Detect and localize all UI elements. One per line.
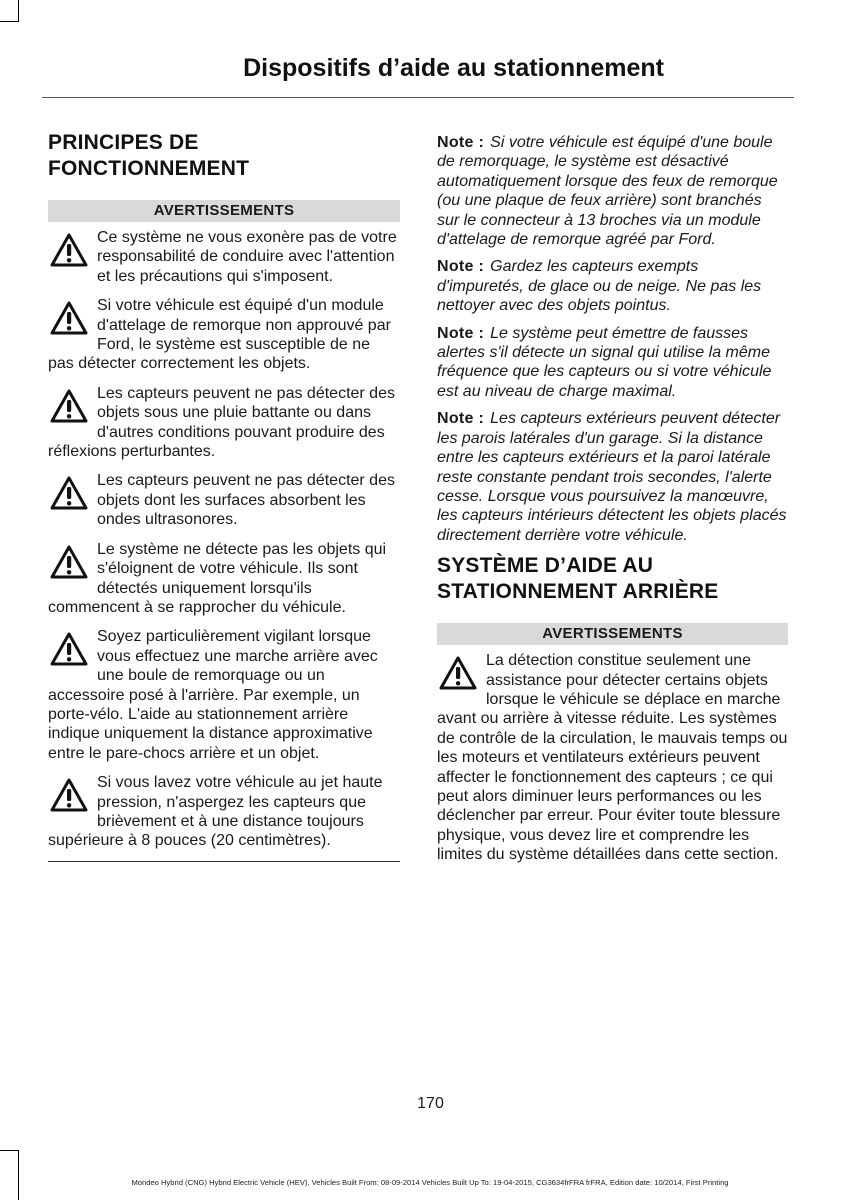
note-paragraph: Note : Le système peut émettre de fausses alertes s'il détecte un signal qui utilise la même fréquence que les capteurs ou si votre véhicule est au niveau de charge maximal.	[437, 324, 772, 400]
note-label: Note :	[437, 258, 485, 276]
warning-triangle-icon	[49, 299, 89, 339]
warning-item: Si vous lavez votre véhicule au jet haute pression, n'aspergez les capteurs que brièvement et à une distance toujours supérieure à 8 pouces (20 centimètres).	[48, 774, 383, 850]
note-paragraph: Note : Si votre véhicule est équipé d'une boule de remorquage, le système est désactivé automatiquement lorsque des feux de remorque (ou une plaque de feux arrière) sont branchés sur le connecteur à 13 broches via un module d'attelage de remorque agréé par Ford.	[437, 134, 778, 249]
warning-item: Les capteurs peuvent ne pas détecter des objets sous une pluie battante ou dans d'autres conditions pouvant produire des réflexions perturbantes.	[48, 384, 395, 461]
section-title-principes: PRINCIPES DE FONCTIONNEMENT	[48, 131, 250, 180]
warning-triangle-icon	[49, 630, 89, 670]
note-paragraph: Note : Les capteurs extérieurs peuvent détecter les parois latérales d'un garage. Si la distance entre les capteurs extérieurs et la paroi latérale reste constante pendant trois secondes, l'alerte cesse. Lorsque vous poursuivez la manœuvre, les capteurs intérieurs détectent les objets placés directement derrière votre véhicule.	[437, 410, 787, 544]
crop-mark-top-left-v	[18, 0, 19, 22]
warnings-header: AVERTISSEMENTS	[48, 200, 400, 222]
warnings-end-rule	[48, 861, 400, 862]
warning-triangle-icon	[49, 387, 89, 427]
warning-triangle-icon	[49, 543, 89, 583]
page-title: Dispositifs d’aide au stationnement	[243, 54, 664, 82]
warning-triangle-icon	[49, 776, 89, 816]
section-title-stationnement-arriere: SYSTÈME D’AIDE AU STATIONNEMENT ARRIÈRE	[437, 554, 719, 604]
warning-triangle-icon	[49, 231, 89, 271]
warning-item: Les capteurs peuvent ne pas détecter des objets dont les surfaces absorbent les ondes ultrasonores.	[48, 471, 400, 529]
warnings-header: AVERTISSEMENTS	[437, 623, 788, 645]
note-paragraph: Note : Gardez les capteurs exempts d'impuretés, de glace ou de neige. Ne pas les nettoyer avec des objets pointus.	[437, 258, 762, 315]
crop-mark-top-left-h	[0, 21, 19, 22]
warning-item: La détection constitue seulement une assistance pour détecter certains objets lorsque le véhicule se déplace en marche avant ou arrière à vitesse réduite. Les systèmes de contrôle de la circulation, le mauvais temps ou les moteurs et ventilateurs extérieurs peuvent affecter le fonctionnement des capteurs ; ce qui peut alors diminuer leurs performances ou les déclencher par erreur. Pour éviter toute blessure physique, vous devez lire et comprendre les limites du système détaillées dans cette section.	[437, 652, 788, 864]
note-label: Note :	[437, 324, 485, 342]
footer-text: Mondeo Hybrid (CNG) Hybrid Electric Vehicle (HEV), Vehicles Built From: 08-09-2014 Vehicles Built Up To: 19-04-2015, CG3634frFRA frFRA, Edition date: 10/2014, First Printing	[131, 1178, 729, 1187]
header-rule	[42, 97, 794, 98]
right-column	[437, 133, 788, 875]
warning-item: Si votre véhicule est équipé d'un module d'attelage de remorque non approuvé par Ford, le système est susceptible de ne pas détecter correctement les objets.	[48, 297, 391, 373]
note-label: Note :	[437, 134, 485, 151]
note-label: Note :	[437, 410, 485, 428]
warning-triangle-icon	[438, 654, 478, 694]
warning-item: Le système ne détecte pas les objets qui s'éloignent de votre véhicule. Ils sont détectés uniquement lorsqu'ils commencent à se rapprocher du véhicule.	[48, 540, 387, 616]
warning-item: Ce système ne vous exonère pas de votre responsabilité de conduire avec l'attention et les précautions qui s'imposent.	[48, 228, 400, 286]
warning-triangle-icon	[49, 474, 89, 514]
left-column	[48, 130, 400, 862]
crop-mark-bottom-left-v	[18, 1150, 19, 1200]
warning-item: Soyez particulièrement vigilant lorsque vous effectuez une marche arrière avec une boule de remorquage ou un accessoire posé à l'arrière. Par exemple, un porte-vélo. L'aide au stationnement arrière indique uniquement la distance approximative entre le pare-chocs arrière et un objet.	[48, 628, 378, 762]
crop-mark-bottom-left-h	[0, 1150, 19, 1151]
page-number: 170	[417, 1095, 444, 1112]
